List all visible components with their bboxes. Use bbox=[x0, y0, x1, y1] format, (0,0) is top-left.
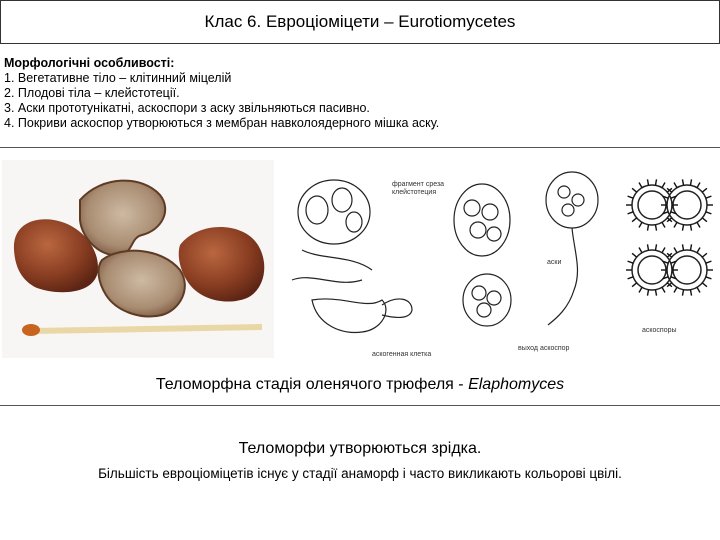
caption-teleomorph-latin: Elaphomyces bbox=[468, 376, 565, 393]
caption-rare: Теломорфи утворюються зрідка. bbox=[238, 440, 482, 457]
slide-title-bar bbox=[0, 0, 720, 44]
morphology-item: 4. Покриви аскоспор утворюються з мембран навколоядерного мішка аску. bbox=[4, 116, 440, 130]
divider-bottom bbox=[0, 405, 720, 406]
morphology-item: 1. Вегетативне тіло – клітинний міцелій bbox=[4, 71, 232, 85]
drawing-label-asci: аски bbox=[547, 259, 562, 266]
morphology-heading: Морфологічні особливості: bbox=[4, 56, 175, 70]
morphology-item: 2. Плодові тіла – клейстотеції. bbox=[4, 86, 180, 100]
drawing-label-fragment-1: фрагмент среза bbox=[392, 181, 445, 188]
truffle-photo bbox=[2, 160, 274, 358]
caption-teleomorph bbox=[0, 376, 720, 394]
drawing-label-ascogenous: аскогенная клетка bbox=[372, 351, 432, 358]
caption-teleomorph-text: Теломорфна стадія оленячого трюфеля - bbox=[155, 376, 469, 393]
drawing-label-fragment-2: клейстотеция bbox=[392, 189, 437, 196]
divider-top bbox=[0, 147, 720, 148]
caption-anamorph: Більшість евроціоміцетів існує у стадії анаморф і часто викликають кольорові цвілі. bbox=[98, 466, 622, 481]
drawing-label-ascospores: аскоспоры bbox=[642, 327, 677, 334]
drawing-label-release: выход аскоспор bbox=[518, 345, 570, 352]
morphology-list bbox=[4, 56, 704, 131]
elaphomyces-drawing bbox=[282, 160, 718, 360]
slide-title: Клас 6. Евроціоміцети – Eurotiomycetes bbox=[204, 12, 516, 31]
morphology-item: 3. Аски прототунікатні, аскоспори з аску звільняються пасивно. bbox=[4, 101, 370, 115]
